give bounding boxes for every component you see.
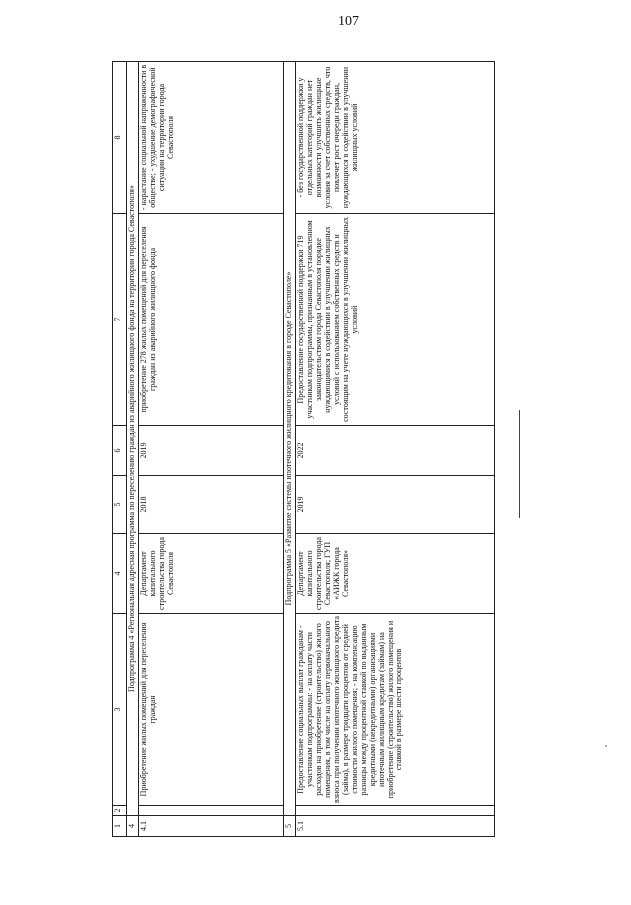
header-cell-6: 6 xyxy=(113,426,127,476)
table-row-5-1 xyxy=(296,62,495,837)
row-4-1-number: 4.1 xyxy=(139,816,284,837)
section-5-title: Подпрограмма 5 «Развитие системы ипотечного жилищного кредитования в городе Севастополе» xyxy=(284,62,296,816)
row-4-1-end-year: 2019 xyxy=(139,426,284,476)
row-4-1-consequences: - нарастание социальной напряженности в обществе; - ухудшение демографической ситуации на территории города Севастополя xyxy=(139,62,284,214)
header-cell-8: 8 xyxy=(113,62,127,214)
row-4-1-result: приобретение 278 жилых помещений для переселения граждан из аварийного жилищного фонда xyxy=(139,214,284,426)
section-5-header-row xyxy=(284,62,296,837)
row-5-1-empty-cell xyxy=(296,806,495,816)
header-row xyxy=(113,62,127,837)
page-number: 107 xyxy=(338,14,359,29)
row-5-1-start-year: 2019 xyxy=(296,476,495,534)
section-5-number: 5 xyxy=(284,816,296,837)
header-cell-5: 5 xyxy=(113,476,127,534)
row-5-1-executor: Департамент капитального строительства города Севастополя; ГУП «АИЖК города Севастополя» xyxy=(296,534,495,614)
row-5-1-measure: Предоставление социальных выплат гражданам - участникам подпрограммы: - на оплату части расходов на приобретение (строительство) жилого помещения, в том числе на оплату первоначального взноса при получении ипотечного жилищного кредита (займа), в размере тридцати процентов от средней стоимости жилого помещения; - на компенсацию разницы между процентной ставкой по выданным кредитными (некредитными) организациями ипотечным жилищным кредитам (займам) на приобретение (строительство) жилого помещения и ставкой в размере шести процентов xyxy=(296,614,495,806)
header-cell-7: 7 xyxy=(113,214,127,426)
row-4-1-empty-cell xyxy=(139,806,284,816)
row-5-1-result: Предоставление государственной поддержки 719 участникам подпрограммы, признанным в установленном законодательством города Севастополя порядке нуждающимися в содействии в улучшении жилищных условий с использованием собственных средств и состоящим на учете нуждающихся в улучшении жилищных условий xyxy=(296,214,495,426)
section-4-header-row xyxy=(127,62,139,837)
header-cell-1: 1 xyxy=(113,816,127,837)
measures-table xyxy=(112,61,495,837)
row-5-1-consequences: - без государственной поддержки у отдельных категорий граждан нет возможности улучшить жилищные условия за счет собственных средств, что повлечет рост очереди граждан, нуждающихся в содействии в улучшении жилищных условий xyxy=(296,62,495,214)
header-cell-3: 3 xyxy=(113,614,127,806)
scan-speck xyxy=(605,745,607,747)
row-4-1-executor: Департамент капитального строительства города Севастополя xyxy=(139,534,284,614)
row-5-1-number: 5.1 xyxy=(296,816,495,837)
header-cell-2: 2 xyxy=(113,806,127,816)
section-4-number: 4 xyxy=(127,816,139,837)
rotated-table-container xyxy=(112,62,494,837)
row-4-1-start-year: 2018 xyxy=(139,476,284,534)
header-cell-4: 4 xyxy=(113,534,127,614)
section-4-title: Подпрограмма 4 «Региональная адресная программа по переселению граждан из аварийного жилищного фонда на территории города Севастополя» xyxy=(127,62,139,816)
vertical-rule xyxy=(519,410,520,518)
row-5-1-end-year: 2022 xyxy=(296,426,495,476)
row-4-1-measure: Приобретение жилых помещений для переселения граждан xyxy=(139,614,284,806)
table-row-4-1 xyxy=(139,62,284,837)
